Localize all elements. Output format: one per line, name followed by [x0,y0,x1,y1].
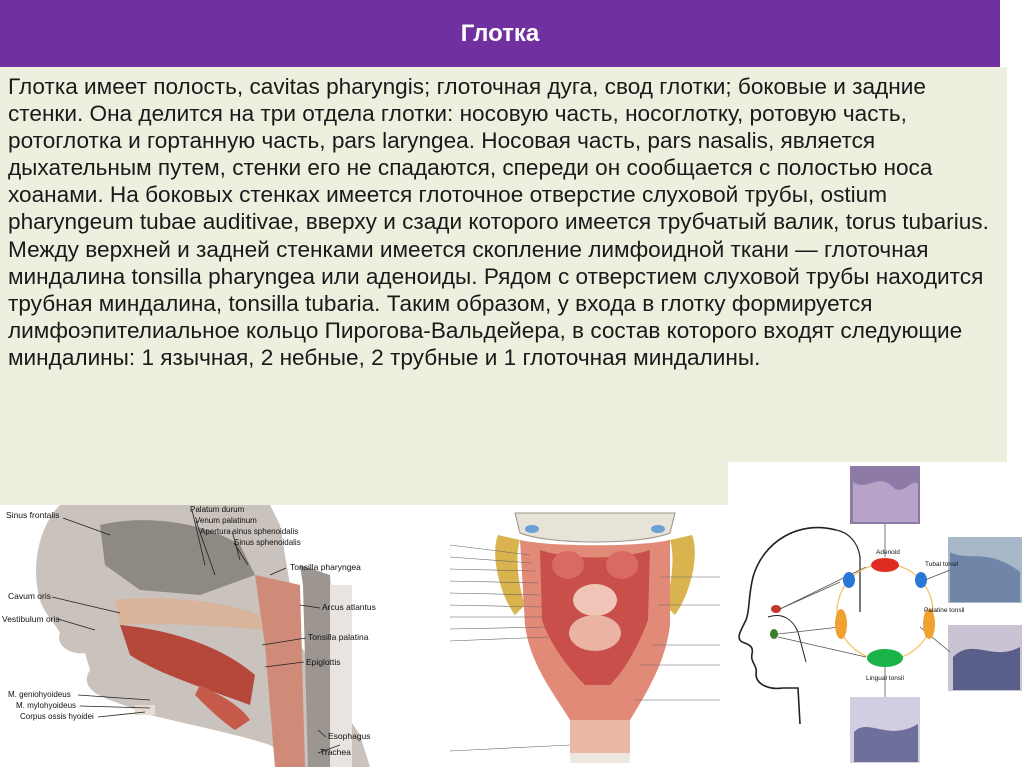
label-trachea: Trachea [320,747,351,757]
label-m-mylohyoideus: M. mylohyoideus [16,701,77,710]
sagittal-section-illustration [0,505,418,767]
label-tubal-tonsil: Tubal tonsil [925,561,958,568]
label-epiglottis: Epiglottis [306,657,341,667]
label-palatine-tonsil: Palatine tonsil [924,607,965,614]
label-sinus-frontalis: Sinus frontalis [6,510,60,520]
label-m-geniohyoideus: M. geniohyoideus [8,690,71,699]
ring-lingual [867,649,903,667]
label-sinus-sphenoidalis: Sinus sphenoidalis [234,538,301,547]
ring-adenoid [871,558,899,572]
label-palatum-durum: Palatum durum [190,505,245,514]
pharynx-posterior-figure [420,505,725,767]
label-tonsilla-palatina: Tonsilla palatina [308,632,369,642]
title-bar [0,0,1000,67]
head-tonsil-marker [770,629,778,639]
ring-tubal-right [915,572,927,588]
label-vestibulum-oris: Vestibulum oris [2,614,60,624]
label-arcus-atlantus: Arcus atlantus [322,602,376,612]
lymphoid-ring-figure [728,462,1024,767]
sagittal-section-figure [0,505,418,767]
label-cavum-oris: Cavum oris [8,591,51,601]
label-esophagus: Esophagus [328,731,371,741]
slide-title: Глотка [460,19,540,47]
head-adenoid-marker [771,605,781,613]
ring-palatine-left [835,609,847,639]
label-venum-palatinum: Venum palatinum [195,516,257,525]
label-tonsilla-pharyngea: Tonsilla pharyngea [290,562,361,572]
label-lingual-tonsil: Lingual tonsil [866,675,904,682]
pharynx-posterior-illustration [420,505,725,767]
label-apertura-sinus: Apertura sinus sphenoidalis [200,527,299,536]
label-corpus-ossis-hyoidei: Corpus ossis hyoidei [20,712,94,721]
slide-body-text: Глотка имеет полость, cavitas pharyngis; глоточная дуга, свод глотки; боковые и задние стенки. Она делится на три отдела глотки: носовую часть, носоглотку, ротовую часть, ротоглотка и гортанную часть, pars laryngea. Носовая часть, pars nasalis, является дыхательным путем, стенки его не спадаются, спереди он сообщается с полостью носа хоанами. На боковых стенках имеется глоточное отверстие слуховой трубы, ostium pharyngeum tubae auditivae, вверху и сзади которого имеется трубчатый валик, torus tubarius. Между верхней и задней стенками имеется скопление лимфоидной ткани — глоточная миндалина tonsilla pharyngea или аденоиды. Рядом с отверстием слуховой трубы находится трубная миндалина, tonsilla tubaria. Таким образом, у входа в глотку формируется лимфоэпителиальное кольцо Пирогова-Вальдейера, в состав которого входят следующие миндалины: 1 язычная, 2 небные, 2 трубные и 1 глоточная миндалины. [8,74,989,370]
label-adenoid: Adenoid [876,549,900,556]
lymphoid-ring-illustration [728,462,1024,767]
ring-tubal-left [843,572,855,588]
title-bar-gap [1000,0,1024,67]
